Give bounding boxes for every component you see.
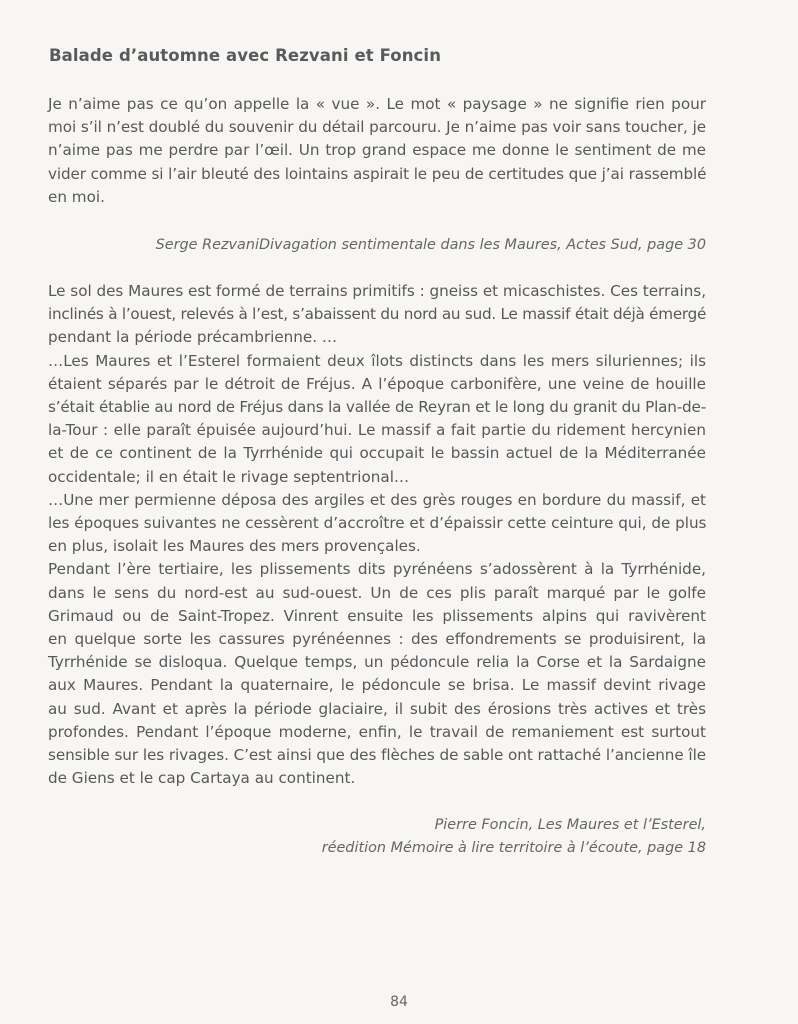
quote-line: Tyrrhénide se disloqua. Quelque temps, un pédoncule relia la Corse et la Sardaigne	[48, 653, 706, 672]
quote-line: en plus, isolait les Maures des mers provençales.	[48, 537, 421, 556]
quote-line: s’était établie au nord de Fréjus dans la vallée de Reyran et le long du granit du Plan-de-	[48, 398, 706, 417]
page-number: 84	[390, 994, 408, 1010]
quote-line: Le sol des Maures est formé de terrains primitifs : gneiss et micaschistes. Ces terrains,	[48, 282, 706, 300]
citation-rezvani: Serge RezvaniDivagation sentimentale dans les Maures, Actes Sud, page 30	[155, 237, 706, 253]
citation-foncin	[322, 814, 706, 860]
quote-line: …Une mer permienne déposa des argiles et des grès rouges en bordure du massif, et	[48, 490, 706, 509]
quote-line: inclinés à l’ouest, relevés à l’est, s’abaissent du nord au sud. Le massif était déjà émergé	[48, 305, 707, 324]
quote-line: vider comme si l’air bleuté des lointains aspirait le peu de certitudes que j’ai rassemblé	[48, 164, 707, 183]
quote-line: pendant la période précambrienne. …	[48, 328, 338, 347]
quote-line: Je n’aime pas ce qu’on appelle la « vue ». Le mot « paysage » ne signifie rien pour	[48, 95, 706, 113]
quote-line: la-Tour : elle paraît épuisée aujourd’hui. Le massif a fait partie du ridement hercynien	[48, 421, 706, 440]
quote-line: au sud. Avant et après la période glaciaire, il subit des érosions très actives et très	[48, 699, 706, 718]
quote-line: Pendant l’ère tertiaire, les plissements dits pyrénéens s’adossèrent à la Tyrrhénide,	[48, 560, 706, 579]
quote-line: profondes. Pendant l’époque moderne, enfin, le travail de remaniement est surtout	[48, 722, 706, 741]
quote-line: n’aime pas me perdre par l’œil. Un trop grand espace me donne le sentiment de me	[48, 141, 706, 160]
page-title: Balade d’automne avec Rezvani et Foncin	[49, 46, 442, 65]
quote-line: sensible sur les rivages. C’est ainsi que des flèches de sable ont rattaché l’ancienne île	[48, 746, 706, 765]
quote-line: Grimaud ou de Saint-Tropez. Vinrent ensuite les plissements alpins qui ravivèrent	[48, 606, 706, 625]
quote-foncin	[48, 280, 706, 790]
citation-line: Pierre Foncin, Les Maures et l’Esterel,	[434, 817, 706, 833]
quote-line: étaient séparés par le détroit de Fréjus. A l’époque carbonifère, une veine de houille	[48, 374, 706, 393]
quote-line: moi s’il n’est doublé du souvenir du détail parcouru. Je n’aime pas voir sans toucher, je	[48, 118, 706, 137]
quote-line: de Giens et le cap Cartaya au continent.	[48, 769, 356, 788]
quote-line: en quelque sorte les cassures pyrénéennes : des effondrements se produisirent, la	[48, 630, 706, 649]
quote-line: …Les Maures et l’Esterel formaient deux îlots distincts dans les mers siluriennes; ils	[48, 351, 706, 370]
quote-line: occidentale; il en était le rivage septentrional…	[48, 467, 410, 486]
quote-line: aux Maures. Pendant la quaternaire, le pédoncule se brisa. Le massif devint rivage	[48, 676, 706, 695]
quote-rezvani	[48, 93, 706, 209]
quote-line: les époques suivantes ne cessèrent d’accroître et d’épaissir cette ceinture qui, de plus	[48, 514, 707, 533]
quote-line: et de ce continent de la Tyrrhénide qui occupait le bassin actuel de la Méditerranée	[48, 444, 706, 463]
citation-line: réedition Mémoire à lire territoire à l’écoute, page 18	[321, 840, 706, 856]
quote-line: dans le sens du nord-est au sud-ouest. Un de ces plis paraît marqué par le golfe	[48, 583, 706, 602]
quote-line: en moi.	[48, 187, 105, 206]
